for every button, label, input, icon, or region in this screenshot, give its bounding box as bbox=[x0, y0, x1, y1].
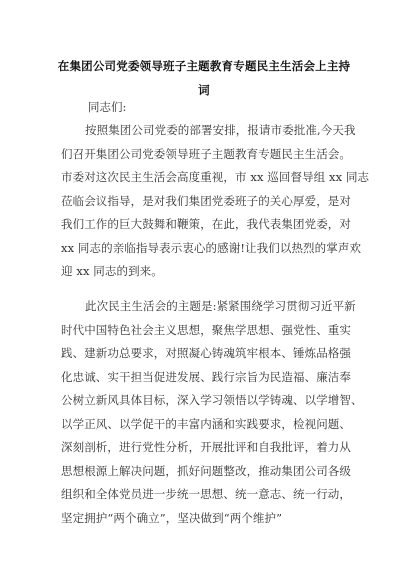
paragraph-line: 践、建新功总要求，对照凝心铸魂筑牢根本、锤炼品格强 bbox=[61, 346, 351, 360]
salutation: 同志们: bbox=[88, 100, 127, 114]
paragraph-2 bbox=[61, 295, 363, 530]
paragraph-line: 深刻剖析，进行党性分析，开展批评和自我批评，着力从 bbox=[61, 440, 351, 454]
title-line-1: 在集团公司党委领导班子主题教育专题民主生活会上主持 bbox=[57, 59, 351, 73]
document-title bbox=[54, 54, 354, 102]
title-line-2: 词 bbox=[198, 83, 210, 97]
paragraph-line: 化忠诚、实干担当促进发展、践行宗旨为民造福、廉洁奉 bbox=[61, 369, 351, 384]
paragraph-line: 思想根源上解决问题，抓好问题整改，推动集团公司各级 bbox=[61, 463, 351, 478]
paragraph-line: 按照集团公司党委的部署安排，报请市委批准,今天我 bbox=[85, 123, 356, 137]
paragraph-line: 市委对这次民主生活会高度重视，市 xx 巡回督导组 xx 同志 bbox=[61, 170, 370, 184]
paragraph-line: 迎 xx 同志的到来。 bbox=[61, 264, 163, 278]
paragraph-line: 时代中国特色社会主义思想，聚焦学思想、强党性、重实 bbox=[61, 322, 351, 337]
paragraph-line: xx 同志的亲临指导表示衷心的感谢!让我们以热烈的掌声欢 bbox=[61, 240, 362, 255]
paragraph-line: 以学正风、以学促干的丰富内涵和实践要求，检视问题、 bbox=[61, 416, 351, 431]
paragraph-1 bbox=[61, 119, 370, 284]
paragraph-line: 公树立新风具体目标，深入学习领悟以学铸魂、以学增智、 bbox=[61, 393, 363, 407]
paragraph-line: 我们工作的巨大鼓舞和鞭策，在此，我代表集团党委，对 bbox=[61, 217, 351, 231]
paragraph-line: 坚定拥护“两个确立”，坚决做到“两个维护” bbox=[61, 510, 283, 525]
paragraph-line: 们召开集团公司党委领导班子主题教育专题民主生活会。 bbox=[61, 146, 351, 161]
paragraph-line: 组织和全体党员进一步统一思想、统一意志、统一行动， bbox=[61, 487, 351, 501]
paragraph-line: 此次民主生活会的主题是:紧紧围绕学习贯彻习近平新 bbox=[85, 299, 356, 313]
paragraph-line: 莅临会议指导，是对我们集团党委班子的关心厚爱，是对 bbox=[61, 193, 351, 208]
